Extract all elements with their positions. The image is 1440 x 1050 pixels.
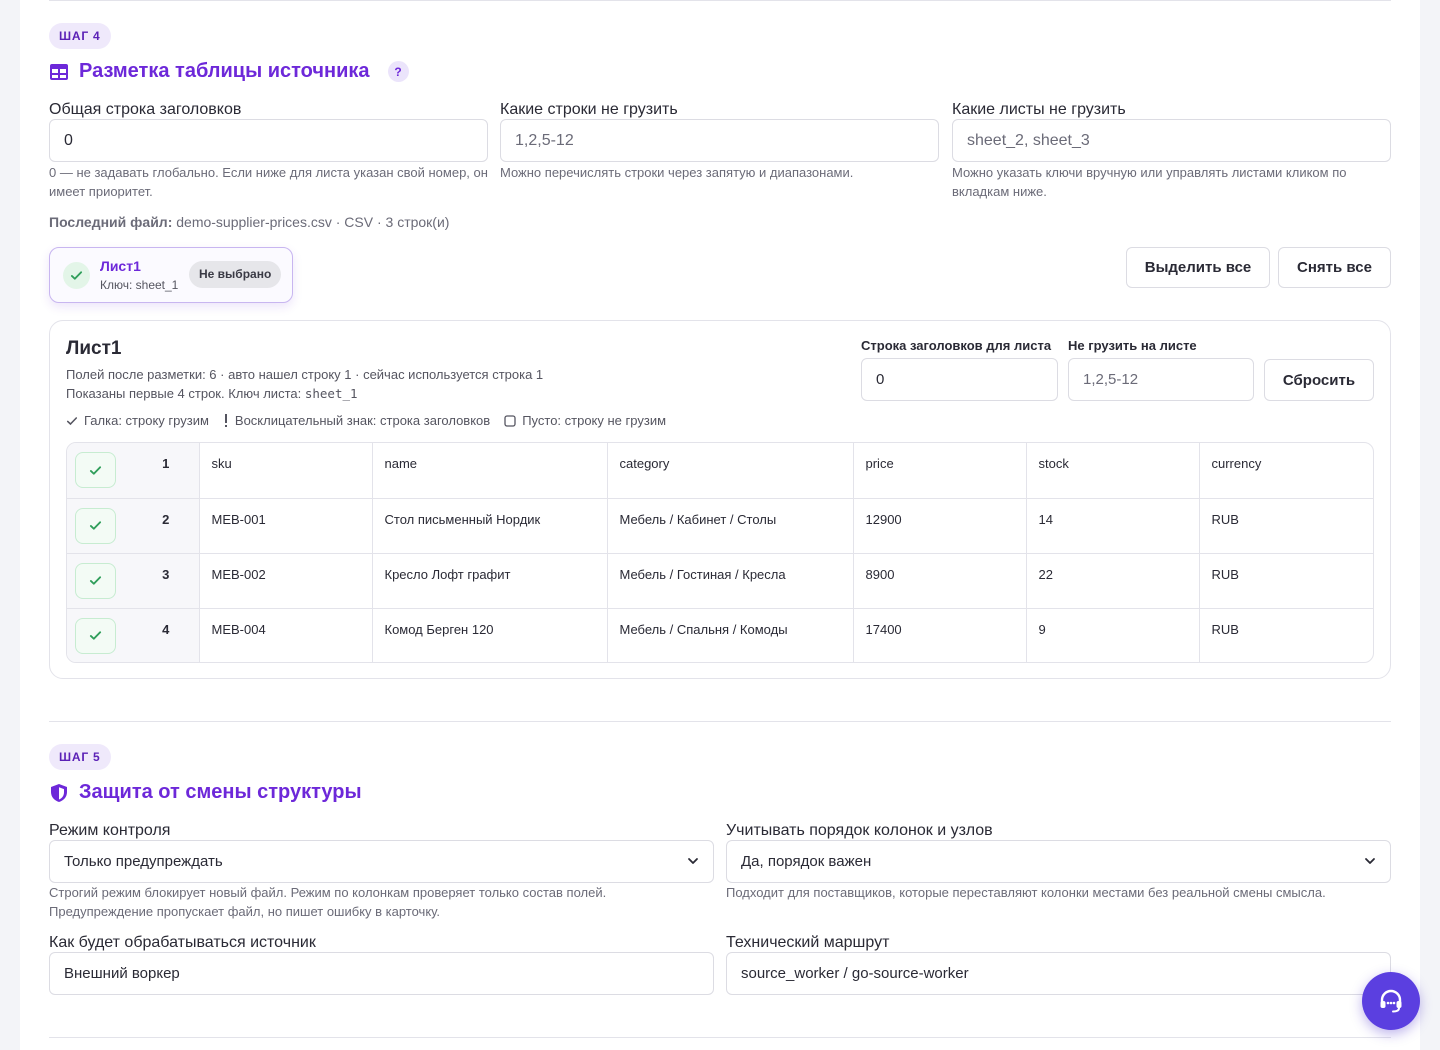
table-cell: 14 (1026, 498, 1199, 553)
shield-icon (49, 783, 69, 803)
table-cell: RUB (1199, 498, 1373, 553)
step-badge-5: ШАГ 5 (49, 744, 111, 770)
header-row-hint: 0 — не задавать глобально. Если ниже для листа указан свой номер, он имеет приоритет. (49, 165, 488, 199)
column-order-select[interactable] (726, 840, 1391, 883)
help-icon[interactable]: ? (388, 61, 409, 82)
column-order-hint: Подходит для поставщиков, которые переставляют колонки местами без реальной смены смысла. (726, 885, 1326, 900)
section-title-step5 (49, 781, 362, 804)
sheet-panel (49, 320, 1391, 679)
exclamation-icon (223, 414, 229, 427)
sheet-meta-fields: Полей после разметки: 6 · авто нашел строку 1 · сейчас используется строка 1 (66, 367, 544, 382)
table-cell: stock (1026, 443, 1199, 498)
row-load-toggle[interactable] (75, 563, 116, 599)
skip-rows-label: Какие строки не грузить (500, 101, 678, 118)
legend-exclamation-text: Восклицательный знак: строка заголовков (234, 413, 491, 428)
table-row (67, 553, 1373, 608)
skip-rows-hint: Можно перечислять строки через запятую и диапазонами. (500, 165, 854, 180)
table-cell: MEB-002 (199, 553, 372, 608)
check-icon (89, 519, 102, 532)
row-number: 3 (133, 553, 199, 608)
table-cell: Мебель / Кабинет / Столы (607, 498, 853, 553)
reset-button[interactable]: Сбросить (1264, 359, 1374, 401)
skip-sheets-input[interactable]: sheet_2, sheet_3 (952, 119, 1391, 162)
select-all-button[interactable]: Выделить все (1126, 247, 1270, 288)
table-cell: 17400 (853, 608, 1026, 663)
table-cell: name (372, 443, 607, 498)
control-mode-value: Только предупреждать (64, 853, 223, 870)
deselect-all-button[interactable]: Снять все (1278, 247, 1391, 288)
table-cell: Комод Берген 120 (372, 608, 607, 663)
table-cell: MEB-001 (199, 498, 372, 553)
table-row (67, 608, 1373, 663)
row-load-toggle[interactable] (75, 452, 116, 488)
sheet-tab-name: Лист1 (100, 258, 141, 274)
legend-check (66, 413, 209, 428)
legend-empty (504, 413, 666, 428)
table-row (67, 443, 1373, 498)
row-load-toggle[interactable] (75, 508, 116, 544)
table-cell: Стол письменный Нордик (372, 498, 607, 553)
route-label: Технический маршрут (726, 934, 890, 951)
table-cell: 12900 (853, 498, 1026, 553)
last-file-info (49, 214, 449, 230)
table-icon (49, 62, 69, 82)
table-cell: Мебель / Гостиная / Кресла (607, 553, 853, 608)
sheet-meta-preview (66, 386, 358, 401)
headset-icon (1377, 987, 1405, 1015)
divider-bottom (49, 1037, 1391, 1038)
legend-empty-text: Пусто: строку не грузим (522, 413, 667, 428)
step-badge: ШАГ 4 (49, 23, 111, 49)
control-mode-hint: Строгий режим блокирует новый файл. Режим по колонкам проверяет только состав полей. Предупреждение пропускает файл, но пишет ошибку в карточку. (49, 885, 607, 919)
check-icon (66, 415, 78, 427)
row-toggle-cell (67, 498, 133, 553)
table-cell: category (607, 443, 853, 498)
sheet-tab-key: Ключ: sheet_1 (100, 278, 179, 292)
check-icon (89, 574, 102, 587)
table-cell: currency (1199, 443, 1373, 498)
control-mode-select[interactable] (49, 840, 714, 883)
legend (66, 413, 666, 428)
table-cell: Кресло Лофт графит (372, 553, 607, 608)
control-mode-label: Режим контроля (49, 822, 171, 839)
column-order-label: Учитывать порядок колонок и узлов (726, 822, 993, 839)
sheet-header-row-label: Строка заголовков для листа (861, 338, 1052, 353)
legend-exclamation (223, 413, 490, 428)
row-toggle-cell (67, 608, 133, 663)
support-button[interactable] (1362, 972, 1420, 1030)
preview-table (66, 442, 1374, 663)
row-load-toggle[interactable] (75, 618, 116, 654)
table-cell: MEB-004 (199, 608, 372, 663)
table-cell: RUB (1211, 621, 1239, 637)
table-row (67, 498, 1373, 553)
divider-step5 (49, 721, 1391, 722)
sheet-skip-label: Не грузить на листе (1068, 338, 1197, 353)
chevron-down-icon (687, 855, 699, 867)
header-row-input[interactable]: 0 (49, 119, 488, 162)
table-cell: 9 (1026, 608, 1199, 663)
skip-sheets-label: Какие листы не грузить (952, 101, 1126, 118)
row-number: 1 (133, 443, 199, 498)
section-title-step4 (49, 60, 409, 83)
processing-field[interactable]: Внешний воркер (49, 952, 714, 995)
section-title-text: Разметка таблицы источника (79, 60, 370, 82)
row-toggle-cell (67, 443, 133, 498)
legend-check-text: Галка: строку грузим (84, 413, 209, 428)
table-cell: sku (199, 443, 372, 498)
table-cell: Мебель / Спальня / Комоды (607, 608, 853, 663)
last-file-label: Последний файл: (49, 214, 173, 230)
table-cell: 22 (1026, 553, 1199, 608)
sheet-skip-input[interactable]: 1,2,5-12 (1068, 358, 1254, 401)
row-number: 2 (133, 498, 199, 553)
table-cell: price (853, 443, 1026, 498)
chevron-down-icon (1364, 855, 1376, 867)
sheet-title: Лист1 (66, 338, 122, 359)
check-icon (89, 464, 102, 477)
sheet-status-badge[interactable]: Не выбрано (189, 261, 281, 288)
section-title-text-5: Защита от смены структуры (79, 781, 362, 803)
divider-top (49, 0, 1391, 1)
sheet-tab[interactable] (49, 247, 293, 303)
check-icon (89, 629, 102, 642)
column-order-value: Да, порядок важен (741, 853, 872, 870)
check-icon (63, 262, 90, 289)
row-toggle-cell (67, 553, 133, 608)
table-cell: 8900 (853, 553, 1026, 608)
skip-sheets-hint: Можно указать ключи вручную или управлять листами кликом по вкладкам ниже. (952, 165, 1347, 199)
skip-rows-input[interactable]: 1,2,5-12 (500, 119, 939, 162)
header-row-label: Общая строка заголовков (49, 101, 242, 118)
processing-label: Как будет обрабатываться источник (49, 934, 316, 951)
row-number: 4 (133, 608, 199, 663)
last-file-value: demo-supplier-prices.csv · CSV · 3 строк(и) (176, 214, 450, 230)
route-field[interactable]: source_worker / go-source-worker (726, 952, 1391, 995)
table-cell: RUB (1199, 553, 1373, 608)
sheet-header-row-input[interactable]: 0 (861, 358, 1058, 401)
empty-box-icon (504, 415, 516, 427)
sheet-key-code: sheet_1 (304, 386, 358, 401)
sheet-meta-preview-text: Показаны первые 4 строк. Ключ листа: (66, 386, 305, 401)
